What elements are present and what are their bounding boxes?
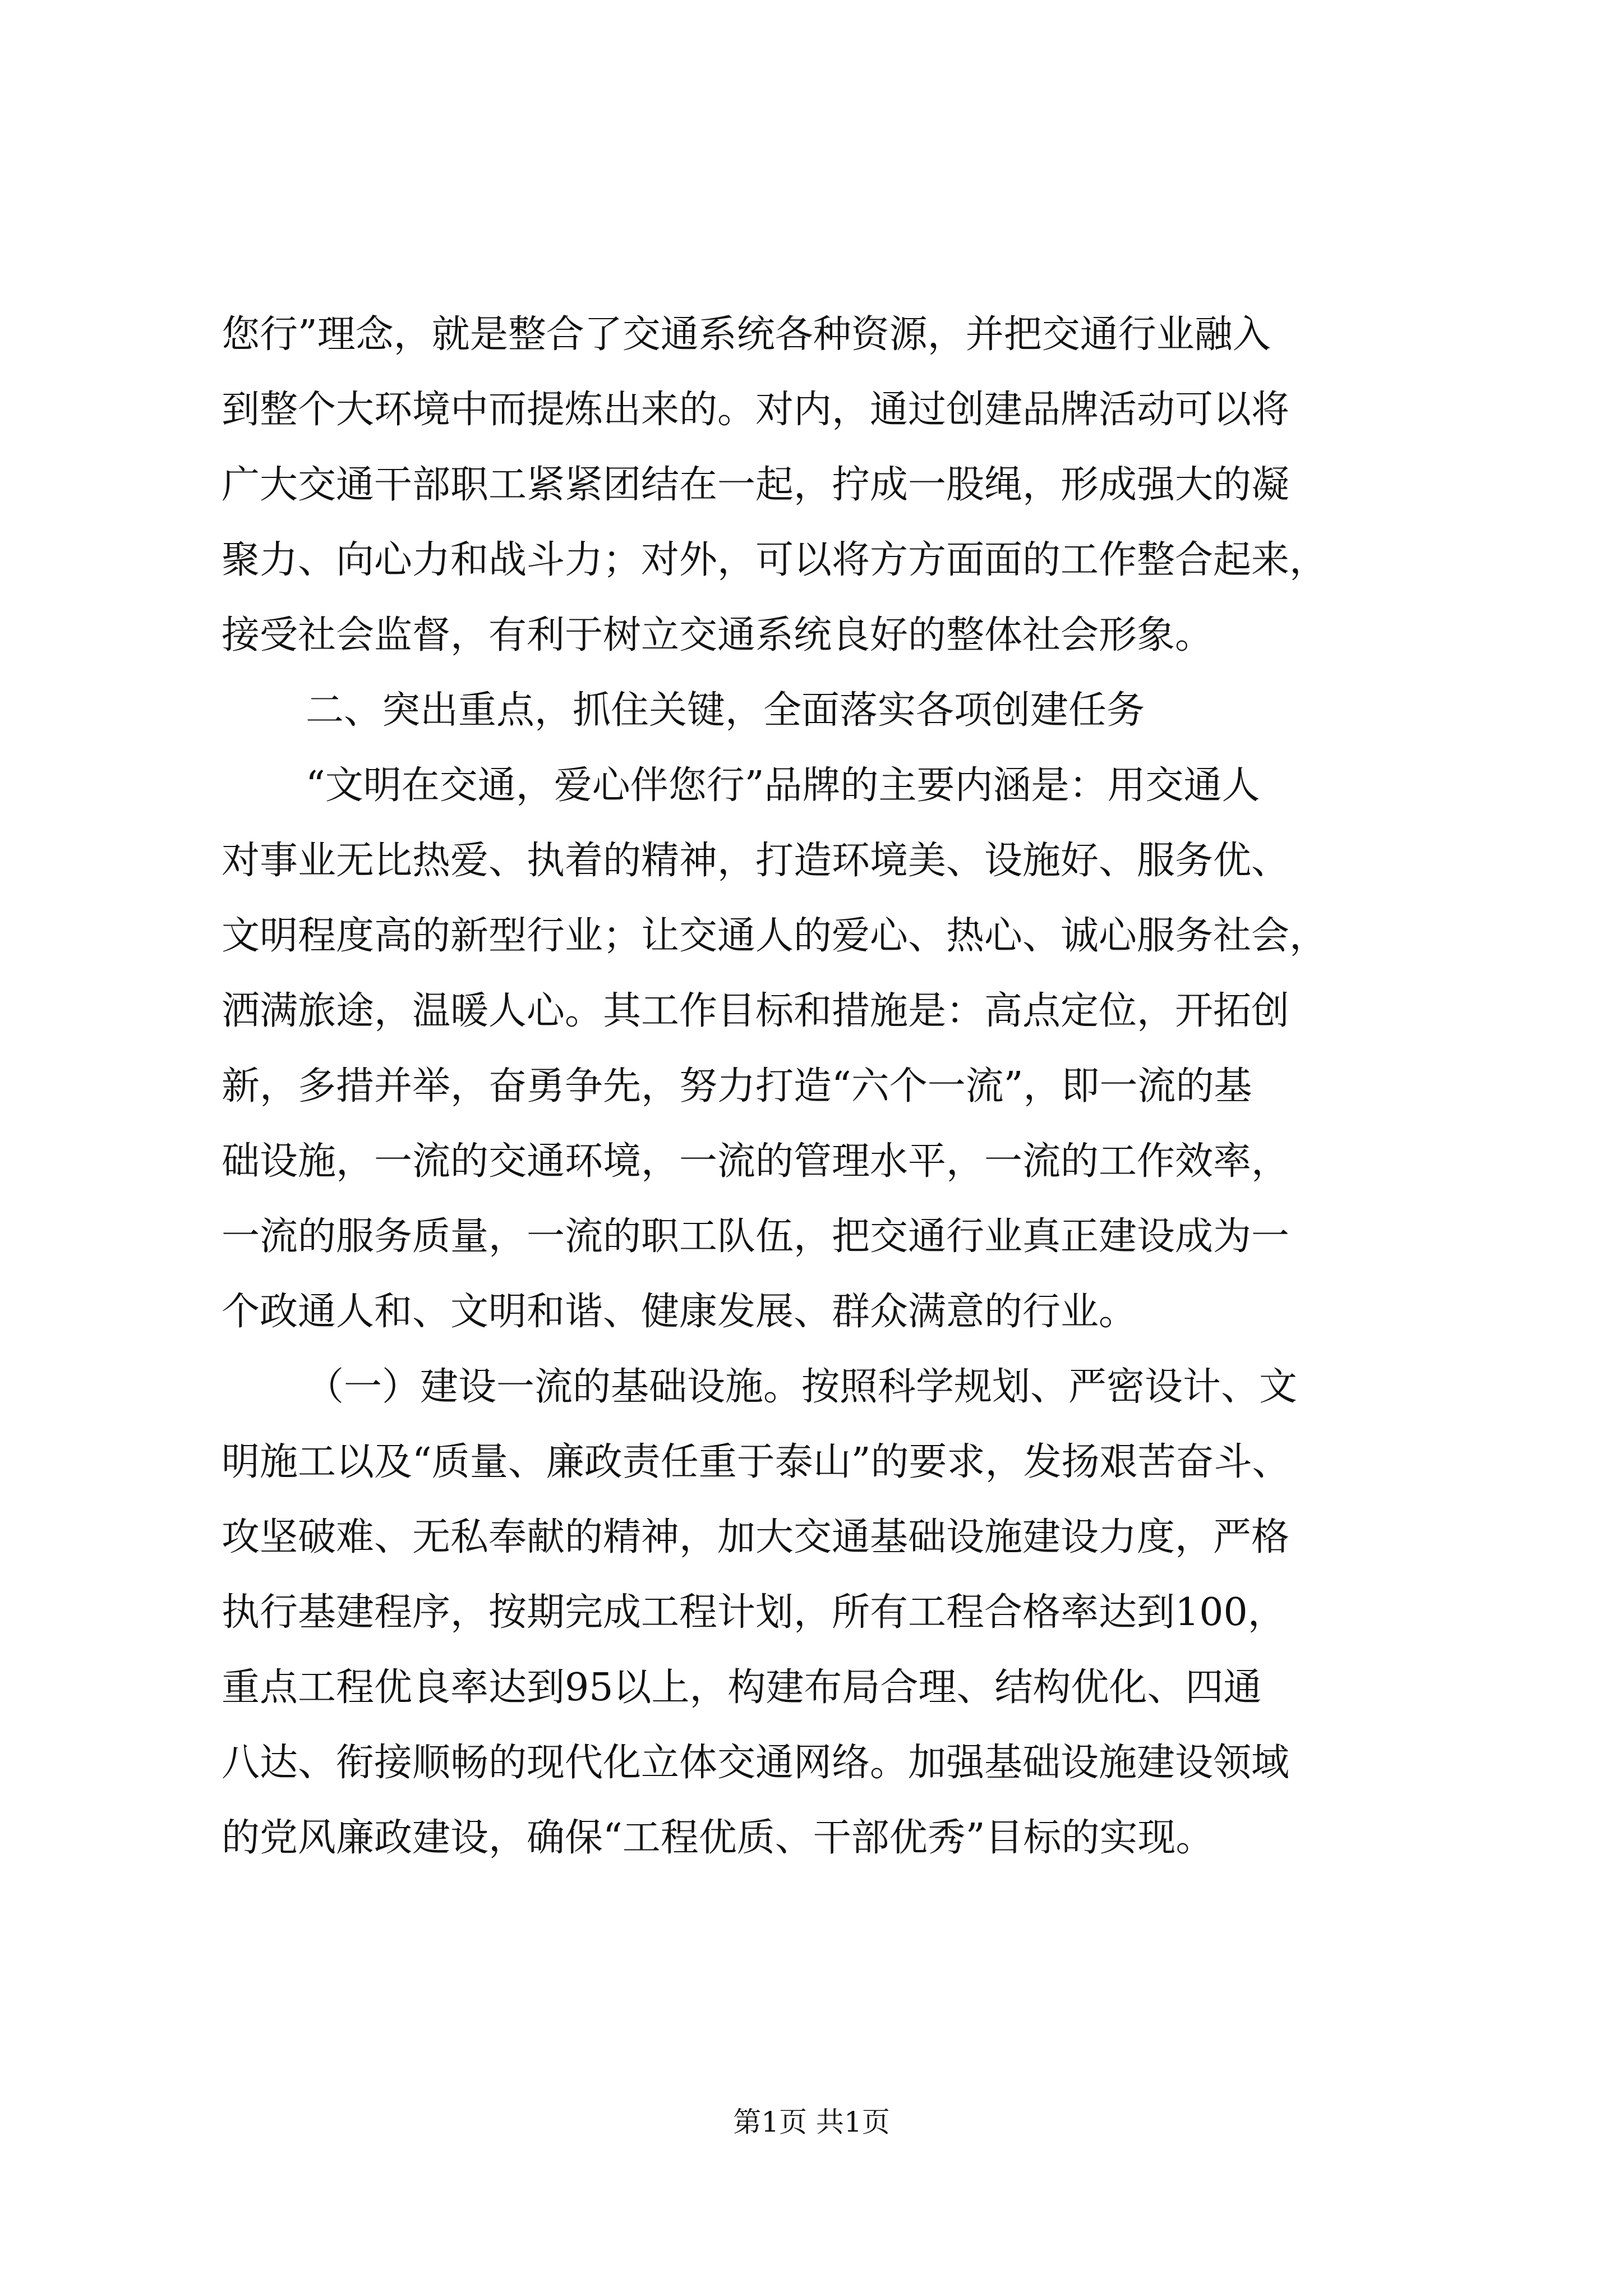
text-line: 新，多措并举，奋勇争先，努力打造“六个一流”，即一流的基 xyxy=(222,1064,1252,1108)
text-line: 文明程度高的新型行业；让交通人的爱心、热心、诚心服务社会， xyxy=(222,914,1328,958)
text-line: 的党风廉政建设，确保“工程优质、干部优秀”目标的实现。 xyxy=(222,1816,1214,1860)
text-line: 接受社会监督，有利于树立交通系统良好的整体社会形象。 xyxy=(222,613,1214,657)
text-line: 一流的服务质量，一流的职工队伍，把交通行业真正建设成为一 xyxy=(222,1214,1290,1259)
text-line: 攻坚破难、无私奉献的精神，加大交通基础设施建设力度，严格 xyxy=(222,1515,1290,1559)
text-line: 广大交通干部职工紧紧团结在一起，拧成一股绳，形成强大的凝 xyxy=(222,463,1290,507)
text-line: 二、突出重点，抓住关键，全面落实各项创建任务 xyxy=(306,688,1145,733)
text-line: 洒满旅途，温暖人心。其工作目标和措施是：高点定位，开拓创 xyxy=(222,989,1290,1033)
document-body xyxy=(222,297,1455,1876)
text-line: 础设施，一流的交通环境，一流的管理水平，一流的工作效率， xyxy=(222,1139,1290,1184)
text-line: “文明在交通，爱心伴您行”品牌的主要内涵是：用交通人 xyxy=(306,763,1260,808)
text-line: 您行”理念，就是整合了交通系统各种资源，并把交通行业融入 xyxy=(222,312,1271,357)
text-line: 聚力、向心力和战斗力；对外，可以将方方面面的工作整合起来， xyxy=(222,538,1328,582)
text-line: （一）建设一流的基础设施。按照科学规划、严密设计、文 xyxy=(306,1365,1298,1409)
text-line: 个政通人和、文明和谐、健康发展、群众满意的行业。 xyxy=(222,1290,1137,1334)
text-line: 到整个大环境中而提炼出来的。对内，通过创建品牌活动可以将 xyxy=(222,388,1290,432)
text-line: 执行基建程序，按期完成工程计划，所有工程合格率达到100， xyxy=(222,1590,1286,1635)
text-line: 重点工程优良率达到95以上，构建布局合理、结构优化、四通 xyxy=(222,1665,1262,1710)
text-line: 对事业无比热爱、执着的精神，打造环境美、设施好、服务优、 xyxy=(222,839,1290,883)
text-line: 八达、衔接顺畅的现代化立体交通网络。加强基础设施建设领域 xyxy=(222,1741,1290,1785)
page-footer: 第1页 共1页 xyxy=(733,2106,890,2138)
text-line: 明施工以及“质量、廉政责任重于泰山”的要求，发扬艰苦奋斗、 xyxy=(222,1440,1290,1484)
